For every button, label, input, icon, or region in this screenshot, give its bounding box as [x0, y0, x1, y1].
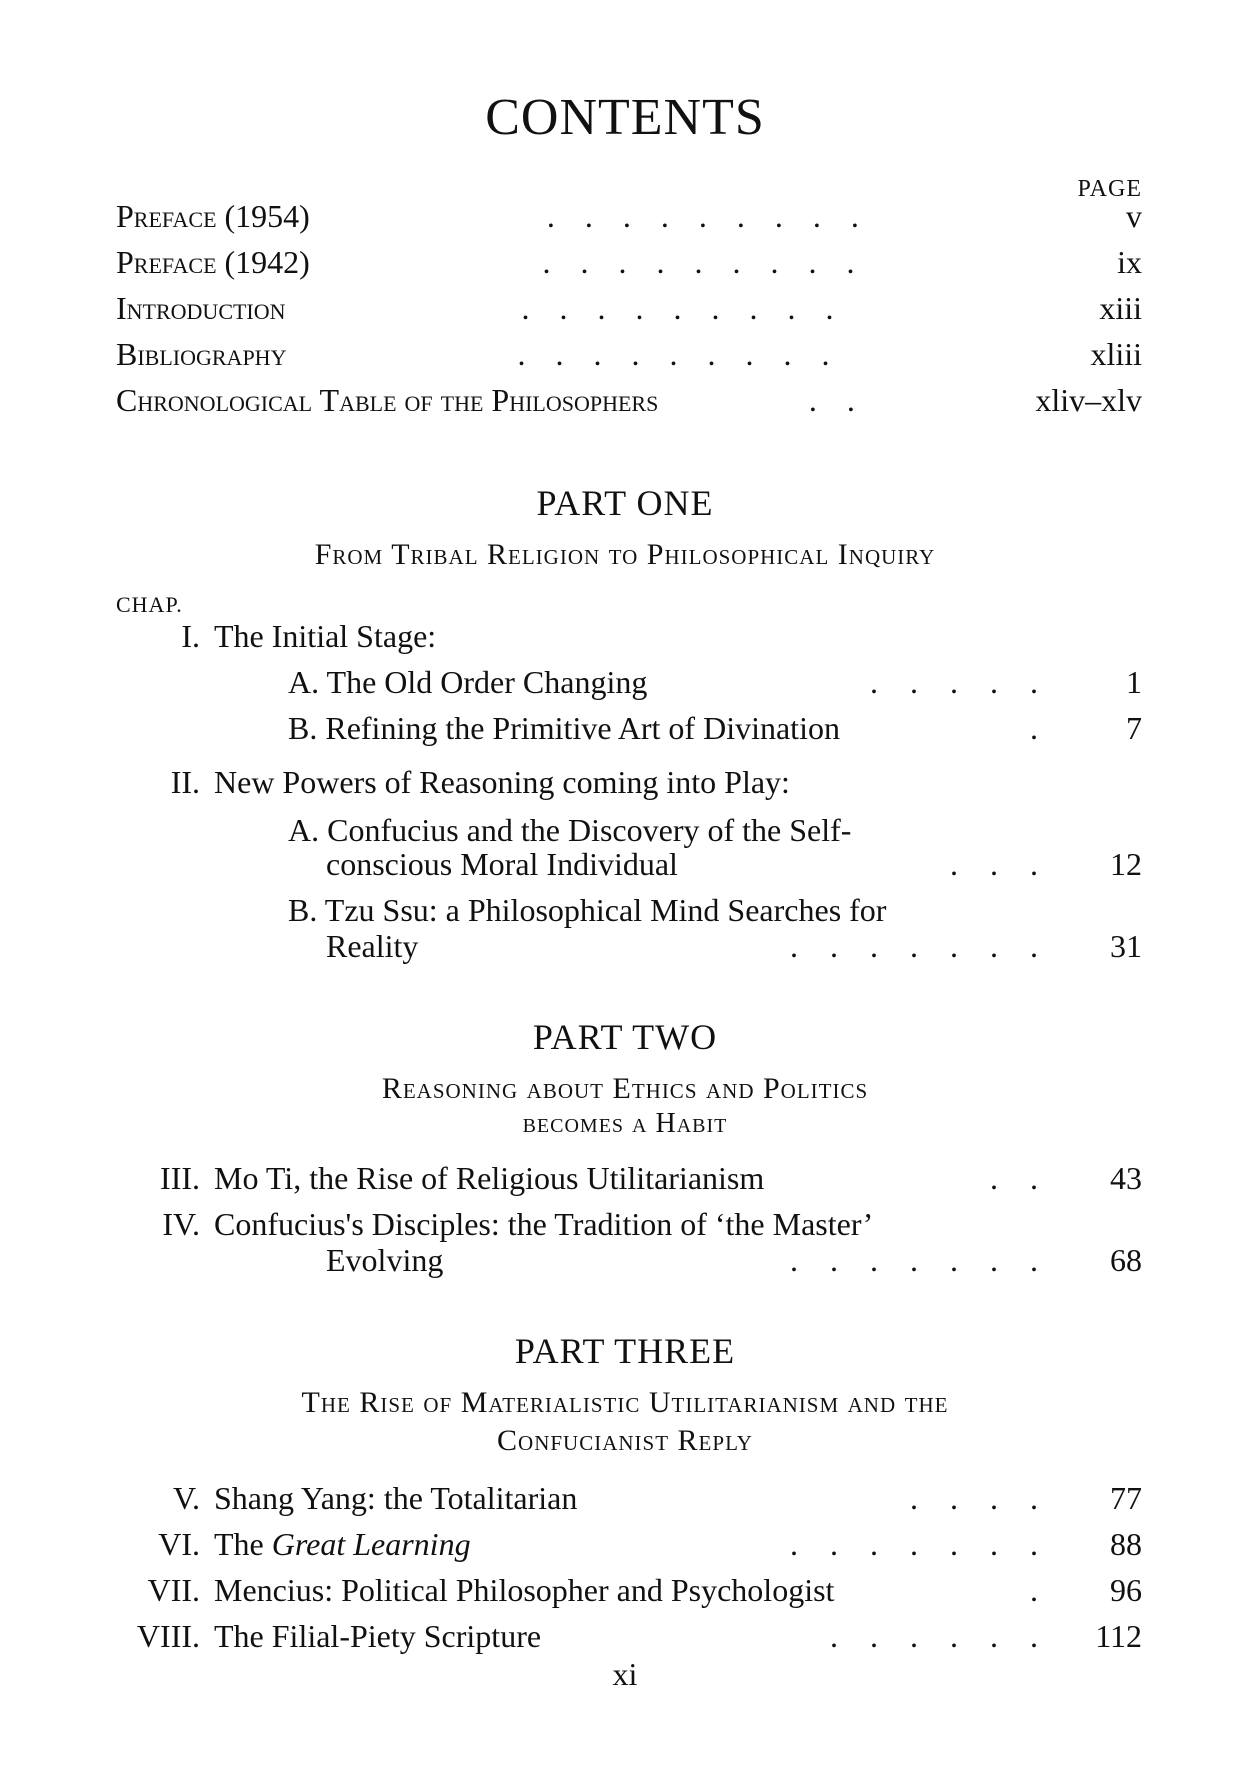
entry-label: Mo Ti, the Rise of Religious Utilitarianism: [214, 1160, 765, 1196]
page-column-header: PAGE: [1077, 176, 1142, 202]
chapter-number: III.: [160, 1160, 200, 1196]
toc-entry-1b[interactable]: [288, 710, 1142, 747]
part-two-subtitle-line1: Reasoning about Ethics and Politics: [381, 1072, 869, 1105]
part-three-subtitle-line2: Confucianist Reply: [497, 1424, 753, 1457]
entry-page: 43: [1110, 1160, 1142, 1196]
toc-entry-3[interactable]: [214, 1160, 1142, 1197]
leader-dots: ...: [950, 846, 1070, 882]
leader-dots: ..: [808, 382, 885, 418]
entry-label-line1[interactable]: A. Confucius and the Discovery of the Self-: [288, 812, 852, 848]
entry-label-prefix: The: [214, 1526, 272, 1562]
part-two-subtitle-line2: becomes a Habit: [522, 1108, 728, 1139]
entry-label-italic: Great Learning: [271, 1526, 471, 1562]
leader-dots: ..: [990, 1160, 1070, 1196]
entry-label: Preface (1942): [116, 244, 310, 280]
entry-label: Chronological Table of the Philosophers: [116, 382, 659, 418]
entry-page: 12: [1110, 846, 1142, 882]
part-one-subtitle: From Tribal Religion to Philosophical Inquiry: [314, 538, 936, 571]
part-three-heading: PART THREE: [514, 1331, 736, 1371]
part-three-subtitle-line1: The Rise of Materialistic Utilitarianism and the: [301, 1386, 949, 1419]
chapter-number: VI.: [158, 1526, 200, 1562]
entry-page: 112: [1095, 1618, 1142, 1654]
entry-page: v: [1126, 198, 1142, 234]
toc-entry-2a[interactable]: [326, 846, 1142, 883]
toc-entry-2b[interactable]: [326, 928, 1142, 965]
page-folio: xi: [612, 1656, 638, 1692]
leader-dots: .: [1030, 710, 1070, 746]
entry-label: Mencius: Political Philosopher and Psychologist: [214, 1572, 835, 1608]
chapter-number: I.: [181, 618, 200, 654]
leader-dots: ......: [830, 1618, 1070, 1654]
toc-entry-5[interactable]: [214, 1480, 1142, 1517]
entry-label: The Filial-Piety Scripture: [214, 1618, 542, 1654]
entry-label-line1[interactable]: B. Tzu Ssu: a Philosophical Mind Searches for: [288, 892, 887, 928]
chap-label: CHAP.: [116, 592, 183, 617]
entry-page: xiii: [1099, 290, 1142, 326]
entry-page: 68: [1110, 1242, 1142, 1278]
entry-label: Shang Yang: the Totalitarian: [214, 1480, 578, 1516]
toc-entry-chronological-table[interactable]: [116, 382, 1142, 428]
leader-dots: .....: [870, 664, 1070, 700]
chapter-title[interactable]: New Powers of Reasoning coming into Play:: [214, 764, 790, 800]
leader-dots: ....: [910, 1480, 1070, 1516]
chapter-number: II.: [170, 764, 200, 800]
entry-label: Bibliography: [116, 336, 287, 372]
entry-page: 31: [1110, 928, 1142, 964]
entry-page: 1: [1126, 664, 1142, 700]
leader-dots: .......: [790, 1526, 1070, 1562]
entry-label: Evolving: [326, 1242, 444, 1278]
entry-page: 88: [1110, 1526, 1142, 1562]
entry-page: ix: [1117, 244, 1142, 280]
part-two-heading: PART TWO: [532, 1017, 718, 1057]
toc-entry-6[interactable]: [214, 1526, 1142, 1563]
leader-dots: .........: [546, 198, 889, 234]
entry-page: 77: [1110, 1480, 1142, 1516]
entry-page: 96: [1110, 1572, 1142, 1608]
leader-dots: .........: [517, 336, 860, 372]
leader-dots: .: [1030, 1572, 1070, 1608]
toc-entry-preface-1942[interactable]: [116, 244, 1142, 290]
toc-entry-7[interactable]: [214, 1572, 1142, 1609]
entry-page: xliii: [1090, 336, 1142, 372]
part-one-heading: PART ONE: [536, 483, 714, 523]
entry-label: Introduction: [116, 290, 286, 326]
leader-dots: .......: [790, 1242, 1070, 1278]
entry-label: B. Refining the Primitive Art of Divination: [288, 710, 840, 746]
entry-page: 7: [1126, 710, 1142, 746]
entry-label: Reality: [326, 928, 419, 964]
toc-entry-4[interactable]: [326, 1242, 1142, 1279]
entry-label: [214, 1526, 471, 1563]
toc-entry-bibliography[interactable]: [116, 336, 1142, 382]
leader-dots: .......: [790, 928, 1070, 964]
entry-label-line1[interactable]: Confucius's Disciples: the Tradition of ‘the Master’: [214, 1206, 874, 1242]
chapter-title[interactable]: The Initial Stage:: [214, 618, 437, 654]
entry-page: xliv–xlv: [1035, 382, 1142, 418]
chapter-number: IV.: [162, 1206, 200, 1242]
chapter-number: VII.: [147, 1572, 200, 1608]
toc-entry-preface-1954[interactable]: [116, 198, 1142, 244]
leader-dots: .........: [542, 244, 885, 280]
toc-entry-8[interactable]: [214, 1618, 1142, 1655]
leader-dots: .........: [521, 290, 864, 326]
toc-entry-1a[interactable]: [288, 664, 1142, 701]
entry-label: A. The Old Order Changing: [288, 664, 648, 700]
toc-entry-introduction[interactable]: [116, 290, 1142, 336]
chapter-number: VIII.: [136, 1618, 200, 1654]
entry-label: conscious Moral Individual: [326, 846, 678, 882]
chapter-number: V.: [173, 1480, 200, 1516]
entry-label: Preface (1954): [116, 198, 310, 234]
page-title: CONTENTS: [485, 89, 765, 146]
